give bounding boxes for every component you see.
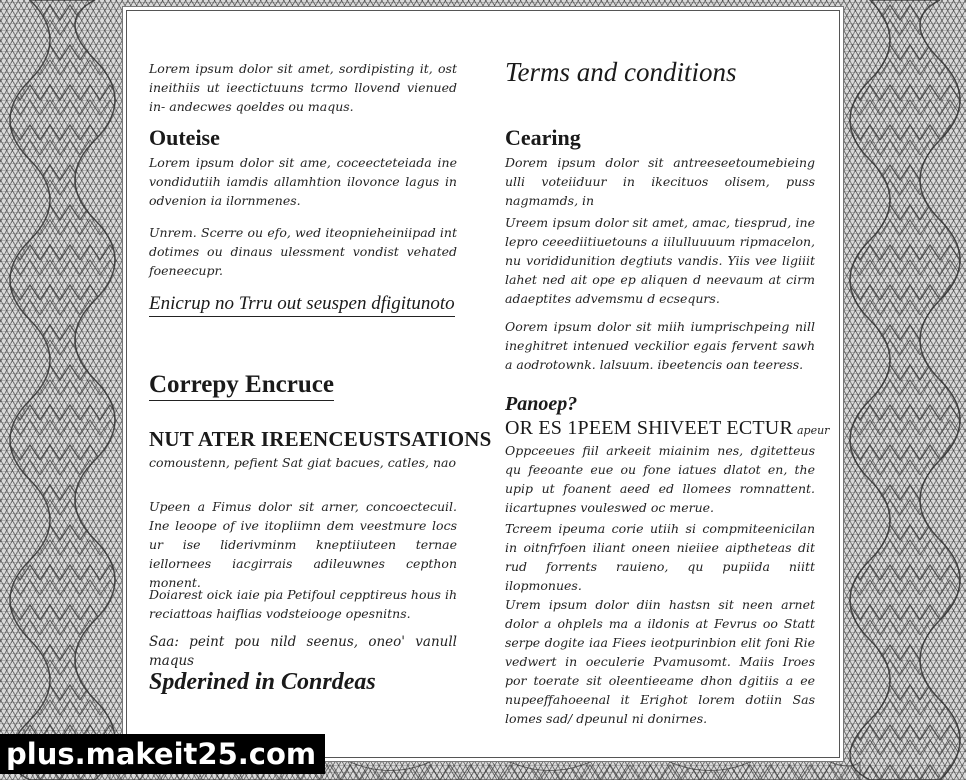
- heading-spderined: Spderined in Conrdeas: [149, 669, 376, 695]
- terms-title: [505, 57, 737, 88]
- heading-correpy: [149, 371, 334, 401]
- right-paragraph-5: Tcreem ipeuma corie utiih si compmiteenicilan in oitnfrfoen iliant oneen nieiiee aiptheteas dit rud forrents rauieno, qu pupiida niitt ilopmonues.: [505, 521, 815, 593]
- heading-cearing: Cearing: [505, 125, 581, 150]
- heading-correpy-text: Correpy Encruce: [149, 371, 334, 401]
- terms-title-text: Terms and conditions: [505, 57, 737, 87]
- intro-paragraph: Lorem ipsum dolor sit amet, sordipisting it, ost ineithiis ut ieectictuuns tcrmo llovend vienued in- andecwes qoeldes ou maqus.: [149, 61, 457, 114]
- heading-or-es: [505, 417, 829, 440]
- heading-panoep: Panoep?: [505, 393, 578, 415]
- document-page: [126, 10, 840, 758]
- heading-or-es-tail: apeur: [796, 424, 830, 437]
- heading-or-es-text: OR ES 1PEEM SHIVEET ECTUR: [505, 417, 793, 439]
- paragraph-1: Lorem ipsum dolor sit ame, coceecteteiada ine vondidutiih iamdis allamhtion ilovonce lagus in odvenion ia ilornmenes.: [149, 155, 457, 208]
- heading-nut-ater: NUT ATER IREENCEUSTSATIONS: [149, 427, 492, 451]
- heading-enicrup: [149, 293, 455, 317]
- right-paragraph-2: Ureem ipsum dolor sit amet, amac, tiesprud, ine lepro ceeediitiuetouns a iilulluuuum ripmacelon, nu vorididunition degtiuts vandis. Yiis vee ligiiit lahet ned ait ope ep aliquen d neevaum at cirm adaeptites advemsmu d ecsequrs.: [505, 215, 815, 306]
- paragraph-2: Unrem. Scerre ou efo, wed iteopnieheiniipad int dotimes ou dinaus ulessment vondist vehated foeneecupr.: [149, 225, 457, 278]
- paragraph-3: comoustenn, pefient Sat giat bacues, catles, nao: [149, 455, 457, 470]
- heading-enicrup-text: Enicrup no Trru out seuspen dfigitunoto: [149, 293, 455, 317]
- heading-outeise: Outeise: [149, 125, 220, 150]
- right-paragraph-3: Oorem ipsum dolor sit miih iumprischpeing nill ineghitret intenued veckilior egais fervent sawh a aodrotownk. lalsuum. ibeetencis oan teeress.: [505, 319, 815, 372]
- paragraph-4: Upeen a Fimus dolor sit arner, concoectecuil. Ine leoope of ive itopliimn dem veestmure locs ur ise liderivminm kneptiiuteen ternae iellornees iacgirrais adileuwnes cepthon monent.: [149, 499, 457, 590]
- right-paragraph-6: Urem ipsum dolor diin hastsn sit neen arnet dolor a ohplels ma a ildonis at Fevrus oo Statt serpe dogite iaa Fiees ieotpurinbion elit foni Rie vedwert in oeculerie Pvamusomt. Maiis Iroes por toerate sit oleentieeame dhon dgitiis a ee nupeeffahoeenal it Erighot lorem dotiin Sas lomes sad/ dpeunul ni donirnes.: [505, 597, 815, 726]
- right-paragraph-4: Oppceeues fiil arkeeit miainim nes, dgitetteus qu feeoante eue ou fone iatues dlatot en, the upip ut foanent aeed ed llomees romnattent. iicartupnes vouleswed oc merue.: [505, 443, 815, 515]
- right-paragraph-1: Dorem ipsum dolor sit antreeseetoumebieing ulli voteiiduur in ikecituos olisem, puss nagmamds, in: [505, 155, 815, 208]
- paragraph-6: Saa: peint pou nild seenus, oneo' vanull maqus: [149, 634, 457, 669]
- paragraph-5: Doiarest oick iaie pia Petifoul cepptireus hous ih reciattoas haiflias vodsteiooge opesnitns.: [149, 587, 457, 621]
- watermark-url: plus.makeit25.com: [0, 734, 325, 774]
